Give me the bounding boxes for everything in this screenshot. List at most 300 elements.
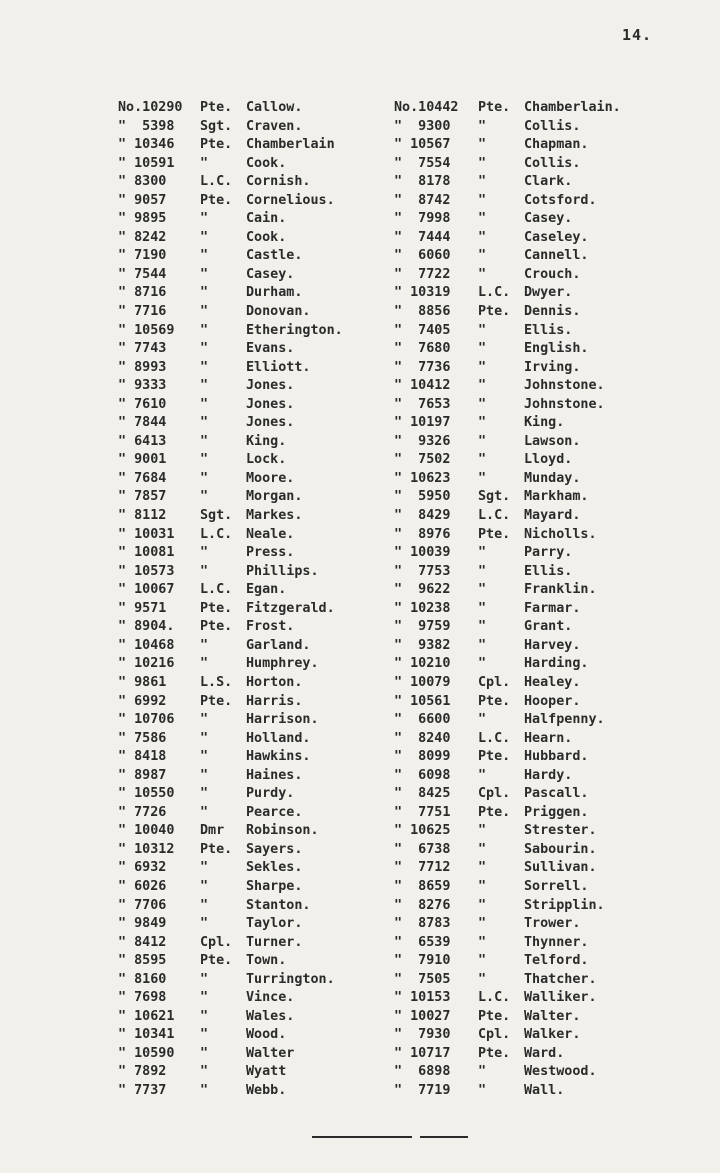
right-entry	[394, 451, 678, 470]
service-number: " 9622	[394, 582, 451, 598]
rank: "	[478, 322, 487, 338]
rank: "	[478, 860, 487, 876]
roster-row	[118, 711, 678, 730]
surname: Franklin.	[524, 582, 597, 598]
right-entry	[394, 693, 678, 712]
left-entry	[118, 99, 394, 118]
service-number: " 8659	[394, 878, 451, 894]
surname: Ellis.	[524, 563, 573, 579]
rank: "	[200, 730, 209, 746]
surname: Wood.	[246, 1027, 287, 1043]
surname: Walter	[246, 1045, 295, 1061]
service-number: " 7736	[394, 359, 451, 375]
surname: Haines.	[246, 767, 303, 783]
rank: "	[478, 934, 487, 950]
right-entry	[394, 563, 678, 582]
surname: Chamberlain	[246, 137, 335, 153]
surname: Webb.	[246, 1082, 287, 1098]
right-entry	[394, 136, 678, 155]
service-number: " 10210	[394, 656, 451, 672]
rank: "	[200, 304, 209, 320]
rank: "	[200, 916, 209, 932]
left-entry	[118, 785, 394, 804]
surname: Cain.	[246, 211, 287, 227]
rank: "	[200, 749, 209, 765]
roster-row	[118, 971, 678, 990]
rank: "	[478, 545, 487, 561]
service-number: " 8240	[394, 730, 451, 746]
service-number: " 8716	[118, 285, 167, 301]
left-entry	[118, 1026, 394, 1045]
right-entry	[394, 322, 678, 341]
right-entry	[394, 1045, 678, 1064]
roster-row	[118, 693, 678, 712]
rank: Dmr	[200, 823, 225, 839]
service-number: " 8987	[118, 767, 167, 783]
surname: Harvey.	[524, 637, 581, 653]
rank: "	[200, 285, 209, 301]
surname: Lock.	[246, 452, 287, 468]
surname: Cornelious.	[246, 192, 335, 208]
service-number: " 10550	[118, 786, 175, 802]
right-entry	[394, 674, 678, 693]
rank: Cpl.	[478, 674, 511, 690]
service-number: " 10625	[394, 823, 451, 839]
service-number: " 10312	[118, 841, 175, 857]
right-entry	[394, 340, 678, 359]
roster-row	[118, 284, 678, 303]
roster-row	[118, 767, 678, 786]
rank: "	[200, 767, 209, 783]
surname: Sharpe.	[246, 878, 303, 894]
rank: Pte.	[478, 1008, 511, 1024]
surname: Halfpenny.	[524, 712, 605, 728]
rank: "	[478, 767, 487, 783]
surname: Elliott.	[246, 359, 311, 375]
roster-row	[118, 600, 678, 619]
surname: Pascall.	[524, 786, 589, 802]
left-entry	[118, 730, 394, 749]
service-number: " 7706	[118, 897, 167, 913]
roster-row	[118, 192, 678, 211]
service-number: " 10238	[394, 600, 451, 616]
rank: "	[478, 1064, 487, 1080]
service-number: " 8783	[394, 916, 451, 932]
rank: Pte.	[478, 693, 511, 709]
service-number: " 7698	[118, 990, 167, 1006]
left-entry	[118, 841, 394, 860]
service-number: " 10079	[394, 674, 451, 690]
surname: Trower.	[524, 916, 581, 932]
rank: "	[200, 433, 209, 449]
service-number: " 8112	[118, 508, 167, 524]
roster-row	[118, 934, 678, 953]
right-entry	[394, 284, 678, 303]
service-number: " 7680	[394, 341, 451, 357]
rank: "	[478, 452, 487, 468]
rank: "	[200, 396, 209, 412]
roster-row	[118, 470, 678, 489]
service-number: " 8412	[118, 934, 167, 950]
roster-row	[118, 952, 678, 971]
surname: Fitzgerald.	[246, 600, 335, 616]
rank: "	[200, 1045, 209, 1061]
roster-row	[118, 1063, 678, 1082]
service-number: " 7844	[118, 415, 167, 431]
service-number: " 8418	[118, 749, 167, 765]
service-number: " 7726	[118, 804, 167, 820]
roster-row	[118, 377, 678, 396]
surname: Mayard.	[524, 508, 581, 524]
rank: Pte.	[478, 100, 511, 115]
left-entry	[118, 488, 394, 507]
left-entry	[118, 377, 394, 396]
rank: L.S.	[200, 674, 233, 690]
rank: "	[478, 248, 487, 264]
rank: Pte.	[200, 100, 233, 115]
surname: Cook.	[246, 155, 287, 171]
service-number: " 7930	[394, 1027, 451, 1043]
service-number: " 10346	[118, 137, 175, 153]
right-entry	[394, 470, 678, 489]
right-entry	[394, 859, 678, 878]
roster-row	[118, 247, 678, 266]
surname: Morgan.	[246, 489, 303, 505]
roster-row	[118, 785, 678, 804]
left-entry	[118, 1008, 394, 1027]
rank: "	[478, 341, 487, 357]
service-number: " 10197	[394, 415, 451, 431]
service-number: " 8099	[394, 749, 451, 765]
right-entry	[394, 488, 678, 507]
surname: Evans.	[246, 341, 295, 357]
service-number: " 10717	[394, 1045, 451, 1061]
left-entry	[118, 1045, 394, 1064]
right-entry	[394, 748, 678, 767]
surname: Taylor.	[246, 916, 303, 932]
surname: Town.	[246, 953, 287, 969]
service-number: No.10290	[118, 100, 183, 115]
right-entry	[394, 711, 678, 730]
service-number: " 7684	[118, 470, 167, 486]
rank: "	[478, 118, 487, 134]
rank: "	[200, 341, 209, 357]
surname: Turrington.	[246, 971, 335, 987]
surname: Sabourin.	[524, 841, 597, 857]
service-number: " 10031	[118, 526, 175, 542]
service-number: " 9759	[394, 619, 451, 635]
rank: L.C.	[478, 990, 511, 1006]
service-number: " 7586	[118, 730, 167, 746]
right-entry	[394, 637, 678, 656]
right-entry	[394, 118, 678, 137]
service-number: " 10567	[394, 137, 451, 153]
service-number: " 7505	[394, 971, 451, 987]
roster-row	[118, 359, 678, 378]
left-entry	[118, 526, 394, 545]
surname: Durham.	[246, 285, 303, 301]
surname: Wall.	[524, 1082, 565, 1098]
surname: Press.	[246, 545, 295, 561]
right-entry	[394, 507, 678, 526]
service-number: " 7716	[118, 304, 167, 320]
roster-row	[118, 544, 678, 563]
rank: "	[200, 1064, 209, 1080]
roster-row	[118, 266, 678, 285]
roster-row	[118, 118, 678, 137]
rank: "	[200, 1027, 209, 1043]
rank: "	[478, 174, 487, 190]
left-entry	[118, 693, 394, 712]
service-number: " 8300	[118, 174, 167, 190]
rank: "	[478, 712, 487, 728]
rank: Pte.	[200, 841, 233, 857]
rank: "	[200, 712, 209, 728]
surname: Ward.	[524, 1045, 565, 1061]
service-number: " 8856	[394, 304, 451, 320]
right-entry	[394, 396, 678, 415]
left-entry	[118, 915, 394, 934]
rank: Pte.	[478, 804, 511, 820]
roster-row	[118, 618, 678, 637]
rank: "	[478, 470, 487, 486]
roster-row	[118, 655, 678, 674]
service-number: " 6932	[118, 860, 167, 876]
roster-row	[118, 1082, 678, 1101]
service-number: " 10590	[118, 1045, 175, 1061]
service-number: " 6413	[118, 433, 167, 449]
left-entry	[118, 414, 394, 433]
service-number: " 6600	[394, 712, 451, 728]
right-entry	[394, 544, 678, 563]
left-entry	[118, 284, 394, 303]
left-entry	[118, 600, 394, 619]
left-entry	[118, 897, 394, 916]
service-number: " 6060	[394, 248, 451, 264]
service-number: " 5398	[118, 118, 175, 134]
roster-row	[118, 897, 678, 916]
rank: "	[478, 971, 487, 987]
right-entry	[394, 266, 678, 285]
right-entry	[394, 1026, 678, 1045]
surname: Caseley.	[524, 229, 589, 245]
rank: "	[200, 1008, 209, 1024]
right-entry	[394, 971, 678, 990]
rank: "	[478, 600, 487, 616]
service-number: " 7554	[394, 155, 451, 171]
rank: "	[200, 971, 209, 987]
roster-row	[118, 878, 678, 897]
right-entry	[394, 655, 678, 674]
surname: Cornish.	[246, 174, 311, 190]
right-entry	[394, 526, 678, 545]
rank: "	[478, 841, 487, 857]
left-entry	[118, 934, 394, 953]
service-number: " 10573	[118, 563, 175, 579]
left-entry	[118, 303, 394, 322]
right-entry	[394, 155, 678, 174]
service-number: No.10442	[394, 100, 459, 115]
surname: Ellis.	[524, 322, 573, 338]
surname: Dennis.	[524, 304, 581, 320]
service-number: " 7190	[118, 248, 167, 264]
right-entry	[394, 934, 678, 953]
service-number: " 7610	[118, 396, 167, 412]
surname: Garland.	[246, 637, 311, 653]
service-number: " 10067	[118, 582, 175, 598]
service-number: " 8993	[118, 359, 167, 375]
left-entry	[118, 878, 394, 897]
roster-row	[118, 674, 678, 693]
rank: "	[200, 229, 209, 245]
left-entry	[118, 989, 394, 1008]
service-number: " 6098	[394, 767, 451, 783]
rank: Cpl.	[478, 1027, 511, 1043]
surname: Moore.	[246, 470, 295, 486]
surname: Johnstone.	[524, 378, 605, 394]
surname: Pearce.	[246, 804, 303, 820]
rank: "	[478, 229, 487, 245]
left-entry	[118, 859, 394, 878]
surname: Thynner.	[524, 934, 589, 950]
rank: "	[478, 637, 487, 653]
service-number: " 8425	[394, 786, 451, 802]
left-entry	[118, 544, 394, 563]
surname: Robinson.	[246, 823, 319, 839]
left-entry	[118, 192, 394, 211]
surname: Sayers.	[246, 841, 303, 857]
surname: Walker.	[524, 1027, 581, 1043]
roster-row	[118, 581, 678, 600]
surname: Wyatt	[246, 1064, 287, 1080]
roster-row	[118, 841, 678, 860]
surname: Chamberlain.	[524, 100, 621, 115]
surname: Thatcher.	[524, 971, 597, 987]
rank: "	[200, 322, 209, 338]
left-entry	[118, 340, 394, 359]
roster-row	[118, 1045, 678, 1064]
rank: Pte.	[200, 619, 233, 635]
right-entry	[394, 1082, 678, 1101]
service-number: " 10621	[118, 1008, 175, 1024]
surname: Cotsford.	[524, 192, 597, 208]
rank: "	[200, 378, 209, 394]
rank: "	[200, 470, 209, 486]
service-number: " 7712	[394, 860, 451, 876]
right-entry	[394, 730, 678, 749]
roster-table	[118, 99, 678, 1101]
surname: Harding.	[524, 656, 589, 672]
service-number: " 8276	[394, 897, 451, 913]
service-number: " 9849	[118, 916, 167, 932]
right-entry	[394, 618, 678, 637]
rank: "	[200, 804, 209, 820]
service-number: " 10468	[118, 637, 175, 653]
rank: "	[200, 786, 209, 802]
surname: Irving.	[524, 359, 581, 375]
roster-row	[118, 322, 678, 341]
rank: Pte.	[478, 304, 511, 320]
left-entry	[118, 1063, 394, 1082]
roster-row	[118, 488, 678, 507]
left-entry	[118, 971, 394, 990]
rank: Pte.	[478, 526, 511, 542]
service-number: " 9326	[394, 433, 451, 449]
surname: Frost.	[246, 619, 295, 635]
left-entry	[118, 210, 394, 229]
service-number: " 7544	[118, 266, 167, 282]
surname: Collis.	[524, 118, 581, 134]
surname: Harris.	[246, 693, 303, 709]
service-number: " 7743	[118, 341, 167, 357]
rank: "	[478, 823, 487, 839]
left-entry	[118, 507, 394, 526]
rank: Sgt.	[478, 489, 511, 505]
service-number: " 10341	[118, 1027, 175, 1043]
rank: "	[478, 897, 487, 913]
left-entry	[118, 359, 394, 378]
surname: Phillips.	[246, 563, 319, 579]
surname: Cook.	[246, 229, 287, 245]
surname: Donovan.	[246, 304, 311, 320]
service-number: " 6738	[394, 841, 451, 857]
right-entry	[394, 1008, 678, 1027]
right-entry	[394, 600, 678, 619]
right-entry	[394, 804, 678, 823]
rank: L.C.	[478, 730, 511, 746]
rank: Cpl.	[200, 934, 233, 950]
right-entry	[394, 210, 678, 229]
rank: "	[478, 656, 487, 672]
rank: "	[478, 137, 487, 153]
left-entry	[118, 451, 394, 470]
roster-row	[118, 804, 678, 823]
rank: "	[200, 248, 209, 264]
rank: Pte.	[478, 1045, 511, 1061]
service-number: " 7998	[394, 211, 451, 227]
right-entry	[394, 897, 678, 916]
surname: English.	[524, 341, 589, 357]
rank: "	[478, 359, 487, 375]
roster-row	[118, 563, 678, 582]
right-entry	[394, 1063, 678, 1082]
left-entry	[118, 322, 394, 341]
left-entry	[118, 136, 394, 155]
service-number: " 10216	[118, 656, 175, 672]
roster-row	[118, 99, 678, 118]
surname: King.	[246, 433, 287, 449]
rank: "	[478, 155, 487, 171]
surname: Cannell.	[524, 248, 589, 264]
service-number: " 10319	[394, 285, 451, 301]
left-entry	[118, 804, 394, 823]
surname: Lloyd.	[524, 452, 573, 468]
right-entry	[394, 303, 678, 322]
service-number: " 10706	[118, 712, 175, 728]
surname: Munday.	[524, 470, 581, 486]
surname: Callow.	[246, 100, 303, 115]
rank: "	[478, 192, 487, 208]
service-number: " 9571	[118, 600, 167, 616]
service-number: " 7910	[394, 953, 451, 969]
service-number: " 9333	[118, 378, 167, 394]
rank: "	[478, 619, 487, 635]
right-entry	[394, 173, 678, 192]
surname: Johnstone.	[524, 396, 605, 412]
right-entry	[394, 99, 678, 118]
surname: Sekles.	[246, 860, 303, 876]
surname: Telford.	[524, 953, 589, 969]
